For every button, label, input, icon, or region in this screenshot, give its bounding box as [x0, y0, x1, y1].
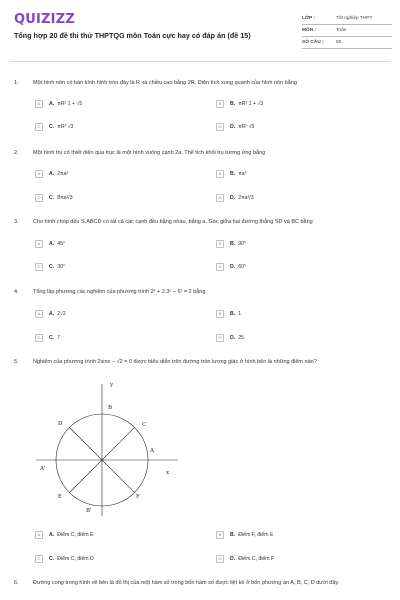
- option-letter: A.: [49, 170, 55, 177]
- option-checkbox[interactable]: B: [216, 170, 224, 178]
- meta-value: 50: [336, 40, 342, 45]
- option-checkbox[interactable]: A: [35, 100, 43, 108]
- trig-circle-svg: [30, 378, 190, 518]
- option-text: 2√2: [57, 310, 66, 317]
- meta-row-subject: [302, 25, 392, 37]
- q5-option-a[interactable]: [35, 530, 94, 539]
- q2-option-b[interactable]: [216, 169, 246, 178]
- q4-option-c[interactable]: [35, 333, 60, 342]
- meta-value: Tốt nghiệp THPT: [336, 16, 373, 21]
- q2-option-d[interactable]: [216, 193, 254, 202]
- question-number: 2.: [14, 150, 19, 156]
- option-checkbox[interactable]: A: [35, 170, 43, 178]
- option-checkbox[interactable]: D: [216, 123, 224, 131]
- option-checkbox[interactable]: A: [35, 310, 43, 318]
- meta-row-grade: [302, 13, 392, 25]
- option-letter: A.: [49, 310, 55, 317]
- option-checkbox[interactable]: A: [35, 531, 43, 539]
- q3-option-a[interactable]: [35, 239, 65, 248]
- option-text: πR² √3: [57, 123, 74, 130]
- option-checkbox[interactable]: B: [216, 240, 224, 248]
- label-a-prime: A': [40, 466, 46, 472]
- option-checkbox[interactable]: C: [35, 263, 43, 271]
- label-e: E: [58, 494, 63, 500]
- document-title: Tổng hợp 20 đề thi thử THPTQG môn Toán cực hay có đáp án (đề 15): [14, 31, 251, 40]
- option-checkbox[interactable]: B: [216, 100, 224, 108]
- option-checkbox[interactable]: C: [35, 123, 43, 131]
- option-letter: B.: [230, 531, 236, 538]
- option-checkbox[interactable]: B: [216, 531, 224, 539]
- option-letter: D.: [230, 194, 236, 201]
- option-letter: A.: [49, 531, 55, 538]
- header-divider: [10, 61, 390, 62]
- option-text: Điểm C, điểm F: [238, 555, 275, 562]
- option-letter: B.: [230, 170, 236, 177]
- question-number: 1.: [14, 80, 19, 86]
- q3-option-d[interactable]: [216, 262, 246, 271]
- option-checkbox[interactable]: C: [35, 555, 43, 563]
- label-x: x: [166, 470, 170, 476]
- option-text: Điểm C, điểm D: [57, 555, 94, 562]
- question-number: 6.: [14, 580, 19, 586]
- option-text: 90°: [238, 240, 247, 247]
- label-f: F: [136, 494, 140, 500]
- option-text: πR² 1 + √5: [57, 100, 83, 107]
- option-checkbox[interactable]: D: [216, 263, 224, 271]
- meta-key: MÔN :: [302, 28, 317, 33]
- question-number: 4.: [14, 289, 19, 295]
- option-text: 7: [57, 334, 61, 341]
- option-text: 60°: [238, 263, 247, 270]
- q4-option-b[interactable]: [216, 309, 241, 318]
- q5-option-c[interactable]: [35, 554, 94, 563]
- q4-option-d[interactable]: [216, 333, 244, 342]
- meta-key: LỚP :: [302, 16, 316, 21]
- q2-option-a[interactable]: [35, 169, 68, 178]
- question-text: Một hình nón có bán kính hình tròn đáy là R và chiều cao bằng 2R. Diện tích xung quanh của hình nón bằng: [33, 80, 297, 86]
- question-text: Một hình trụ có thiết diện qua trục là một hình vuông cạnh 2a. Thể tích khối trụ tương ứng bằng: [33, 150, 266, 156]
- option-text: 25: [238, 334, 244, 341]
- q1-option-a[interactable]: [35, 99, 82, 108]
- question-text: Tổng lập phương các nghiệm của phương trình 2ˣ + 2.3ˣ − 6ˣ = 2 bằng: [33, 289, 206, 295]
- question-number: 3.: [14, 219, 19, 225]
- q5-option-d[interactable]: [216, 554, 274, 563]
- quizizz-logo[interactable]: QUIZIZZ: [14, 12, 75, 27]
- option-letter: A.: [49, 100, 55, 107]
- option-letter: B.: [230, 310, 236, 317]
- label-b: B: [108, 405, 113, 411]
- option-text: πR² √5: [238, 123, 255, 130]
- option-text: 45°: [57, 240, 66, 247]
- option-text: πR² 1 + √3: [238, 100, 264, 107]
- option-text: 30°: [57, 263, 66, 270]
- option-letter: D.: [230, 334, 236, 341]
- option-checkbox[interactable]: D: [216, 334, 224, 342]
- option-letter: A.: [49, 240, 55, 247]
- q3-option-c[interactable]: [35, 262, 65, 271]
- option-checkbox[interactable]: A: [35, 240, 43, 248]
- q2-option-c[interactable]: [35, 193, 73, 202]
- option-text: 8πa³/3: [57, 194, 73, 201]
- q1-option-b[interactable]: [216, 99, 263, 108]
- label-a: A: [150, 448, 154, 454]
- meta-row-question-count: [302, 37, 392, 49]
- option-text: 1: [238, 310, 242, 317]
- option-text: Điểm C, điểm E: [57, 531, 94, 538]
- option-letter: C.: [49, 263, 55, 270]
- option-letter: C.: [49, 334, 55, 341]
- meta-key: SỐ CÂU :: [302, 40, 324, 45]
- option-text: 2πa³/3: [238, 194, 254, 201]
- label-d: D: [58, 421, 63, 427]
- question-number: 5.: [14, 359, 19, 365]
- meta-value: Toán: [336, 28, 347, 33]
- option-letter: D.: [230, 555, 236, 562]
- option-text: πa³: [238, 170, 247, 177]
- option-text: 2πa³: [57, 170, 69, 177]
- option-letter: D.: [230, 123, 236, 130]
- quiz-meta-table: [302, 13, 392, 49]
- q3-option-b[interactable]: [216, 239, 246, 248]
- question-text: Cho hình chóp đều S.ABCD có tất cả các cạnh đều bằng nhau, bằng a. Góc giữa hai đường thẳng SD và BC bằng: [33, 219, 313, 225]
- trigonometric-circle-figure: [30, 378, 190, 518]
- option-checkbox[interactable]: B: [216, 310, 224, 318]
- label-c: C: [142, 422, 147, 428]
- question-text: Nghiệm của phương trình 2sinx − √2 = 0 được biểu diễn trên đường tròn lượng giác ở hình bên là những điểm nào?: [33, 359, 317, 365]
- q4-option-a[interactable]: [35, 309, 66, 318]
- option-checkbox[interactable]: D: [216, 194, 224, 202]
- option-letter: C.: [49, 194, 55, 201]
- q1-option-d[interactable]: [216, 122, 254, 131]
- option-letter: D.: [230, 263, 236, 270]
- q1-option-c[interactable]: [35, 122, 73, 131]
- label-y: y: [110, 382, 114, 388]
- q5-option-b[interactable]: [216, 530, 273, 539]
- label-b-prime: B': [86, 508, 92, 514]
- option-checkbox[interactable]: C: [35, 194, 43, 202]
- option-text: Điểm F, điểm E: [238, 531, 274, 538]
- option-checkbox[interactable]: C: [35, 334, 43, 342]
- option-letter: C.: [49, 555, 55, 562]
- option-letter: B.: [230, 240, 236, 247]
- question-text: Đường cong trong hình vẽ bên là đồ thị của một hàm số trong bốn hàm số được liệt kê ở bốn phương án A, B, C, D dưới đây.: [33, 580, 340, 586]
- option-letter: C.: [49, 123, 55, 130]
- option-letter: B.: [230, 100, 236, 107]
- option-checkbox[interactable]: D: [216, 555, 224, 563]
